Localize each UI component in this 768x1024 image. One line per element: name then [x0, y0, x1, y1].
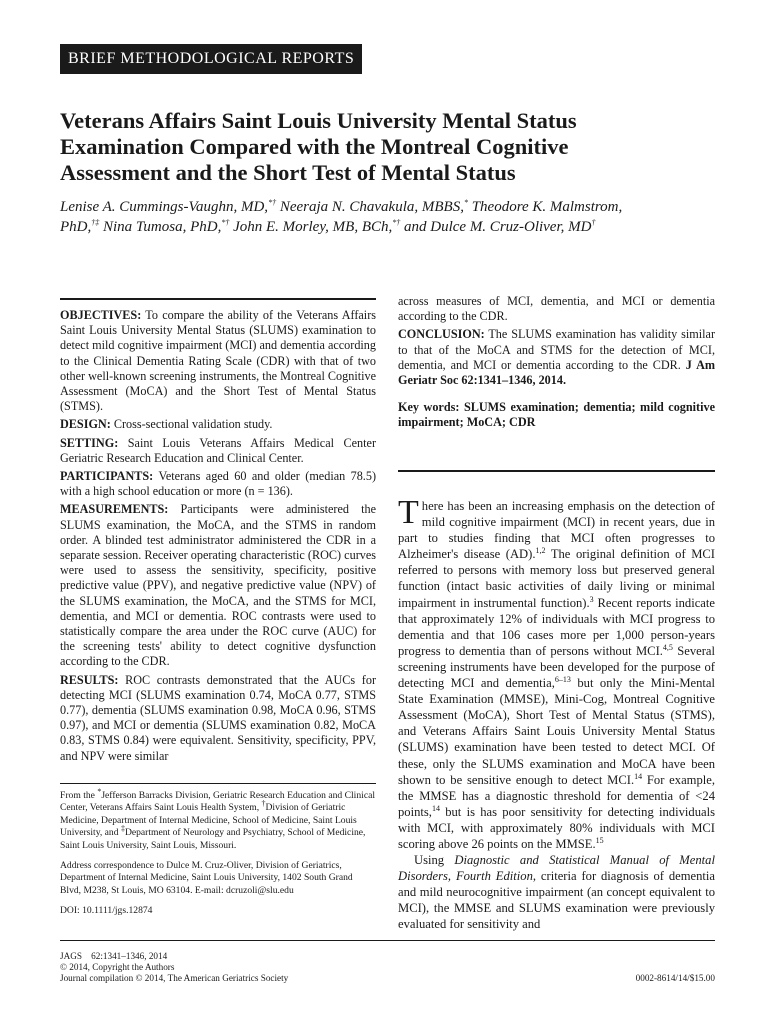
affiliation-footnotes	[60, 786, 376, 926]
conclusion-label: CONCLUSION:	[398, 327, 485, 342]
journal-volume: JAGS 62:1341–1346, 2014	[60, 951, 168, 961]
objectives-text: To compare the ability of the Veterans Affairs Saint Louis University Mental Status (SLUMS) examination to detect mild cognitive impairment (MCI) and dementia according to the Clinical Dementia Rating Scale (CDR) with that of two other well-known screening instruments, the Montreal Cognitive Assessment (MoCA) and the Short Test of Mental Status (STMS).	[60, 308, 376, 414]
affiliation-marker: *	[463, 198, 468, 207]
conclusion-text: The SLUMS examination has validity similar to that of the MoCA and STMS for the detection of MCI, dementia, and MCI or dementia according to the CDR.	[398, 327, 715, 372]
drop-cap: T	[398, 494, 419, 531]
affiliation-marker: *	[97, 786, 102, 796]
footnote-text: Division of Geriatric Medicine, Department of Internal Medicine, School of Medicine, Saint Louis University, and	[60, 802, 357, 839]
author-name: John E. Morley, MB, BCh,	[229, 219, 393, 235]
title-line: Veterans Affairs Saint Louis University Mental Status	[60, 108, 577, 133]
article-body	[398, 494, 716, 933]
affiliation-marker: *†	[221, 218, 230, 227]
article-title	[60, 108, 720, 186]
author-name: Lenise A. Cummings-Vaughn, MD,	[60, 199, 269, 215]
abstract-right-column	[398, 294, 715, 434]
author-list	[60, 197, 720, 237]
title-line: Assessment and the Short Test of Mental Status	[60, 160, 516, 185]
footer-rule	[60, 940, 715, 941]
author-name: Neeraja N. Chavakula, MBBS,	[276, 199, 464, 215]
title-line: Examination Compared with the Montreal Cognitive	[60, 134, 569, 159]
body-text-run: here has been an increasing emphasis on the detection of mild cognitive impairment (MCI) in recent years, due in part to studies finding that MCI often progresses to Alzheimer's disease (AD).	[398, 499, 715, 562]
author-degree: PhD,	[60, 219, 92, 235]
body-top-rule	[398, 470, 715, 472]
journal-citation: J Am Geriatr Soc 62:1341–1346, 2014.	[398, 357, 716, 388]
abstract-measurements	[60, 502, 376, 669]
citation-ref: 6–13	[554, 674, 571, 684]
footnote-rule	[60, 783, 376, 784]
abstract-conclusion	[398, 327, 715, 388]
abstract-left-column	[60, 308, 376, 767]
affiliation-marker: †‡	[91, 218, 100, 227]
body-paragraph	[398, 494, 716, 852]
affiliation-marker: *†	[268, 198, 277, 207]
setting-text: Saint Louis Veterans Affairs Medical Center Geriatric Research Education and Clinical Center.	[60, 435, 376, 465]
abstract-results	[60, 673, 376, 764]
measurements-text: Participants were administered the SLUMS examination, the MoCA, and the STMS in random order. A blinded test administrator administered the CDR in a separate session. Receiver operating characteristic (ROC) curves were used to assess the sensitivity, specificity, positive predictive value (PPV), and negative predictive value (NPV) of the SLUMS examination, the MoCA, and the STMS for MCI, dementia, and MCI or dementia. ROC contrasts were used to statistically compare the area under the ROC curve (AUC) for the screening tests' ability to detect cognitive dysfunction according to the CDR.	[60, 502, 376, 669]
participants-label: PARTICIPANTS:	[60, 469, 154, 484]
body-text-run: but only the Mini-Mental State Examination (MMSE), Mini-Cog, Montreal Cognitive Assessment (MoCA), Short Test of Mental Status (STMS), and Veterans Affairs Saint Louis University Mental Status (SLUMS) examination have been tested to detect MCI. Of these, only the SLUMS examination and MoCA have been shown to be sensitive enough to detect MCI.	[398, 676, 715, 787]
affiliation-marker: †	[591, 218, 596, 227]
footnote-text: Department of Neurology and Psychiatry, School of Medicine, Saint Louis University, Saint Louis, Missouri.	[60, 827, 366, 851]
design-label: DESIGN:	[60, 417, 111, 432]
author-line-2	[60, 217, 720, 237]
citation-ref: 4,5	[662, 642, 673, 652]
footnote-text: Jefferson Barracks Division, Geriatric Research Education and Clinical Center, Veterans Affairs Saint Louis Health System,	[60, 790, 375, 814]
doi: DOI: 10.1111/jgs.12874	[60, 905, 153, 917]
body-text-run: but is has poor sensitivity for detecting individuals with MCI, with approximately 80% individuals with MCI scoring above 26 points on the MMSE.	[398, 804, 715, 851]
body-text-run: The original definition of MCI referred to persons with memory loss but preserved general function (intact basic activities of daily living or minimal impairment in instrumental function).	[398, 547, 715, 610]
affiliations	[60, 786, 376, 852]
body-text-run: Using	[414, 853, 455, 868]
citation-ref: 14	[431, 803, 440, 813]
journal-footer	[60, 951, 380, 984]
abstract-objectives	[60, 308, 376, 414]
body-paragraph	[398, 852, 715, 932]
abstract-setting	[60, 436, 376, 466]
footnote-text: From the	[60, 790, 98, 801]
section-tag: BRIEF METHODOLOGICAL REPORTS	[60, 44, 362, 74]
author-line-1	[60, 197, 720, 217]
journal-compilation: Journal compilation © 2014, The American Geriatrics Society	[60, 973, 289, 983]
manual-title: Diagnostic and Statistical Manual of Mental Disorders, Fourth Edition	[398, 853, 715, 884]
affiliation-marker: †	[261, 799, 266, 809]
author-name: and Dulce M. Cruz-Oliver, MD	[400, 219, 592, 235]
results-continued: across measures of MCI, dementia, and MCI or dementia according to the CDR.	[398, 294, 715, 324]
citation-ref: 3	[589, 594, 594, 604]
correspondence-address: Address correspondence to Dulce M. Cruz-Oliver, Division of Geriatrics, Department of Internal Medicine, Saint Louis University, 1402 South Grand Blvd, M238, St Louis, MO 63104. E-mail: dcruzoli@slu.edu	[60, 860, 353, 896]
affiliation-marker: *†	[392, 218, 401, 227]
copyright-authors: © 2014, Copyright the Authors	[60, 962, 175, 972]
body-text-run: Recent reports indicate that approximately 12% of individuals with MCI progress to dementia and that 106 cases more per 1,000 person-years progress to dementia than of persons without MCI.	[398, 595, 715, 658]
setting-label: SETTING:	[60, 435, 119, 450]
participants-text: Veterans aged 60 and older (median 78.5) with a high school education or more (n = 136).	[60, 469, 376, 499]
measurements-label: MEASUREMENTS:	[60, 502, 169, 517]
citation-ref: 1,2	[535, 546, 546, 556]
body-text-run: , criteria for diagnosis of dementia and mild neurocognitive impairment (an concept equivalent to MCI), the MMSE and SLUMS examination were previously evaluated for sensitivity and	[398, 869, 715, 932]
affiliation-marker: ‡	[120, 824, 125, 834]
citation-ref: 15	[595, 835, 604, 845]
issn-price: 0002-8614/14/$15.00	[635, 973, 715, 983]
design-text: Cross-sectional validation study.	[110, 417, 273, 432]
results-label: RESULTS:	[60, 672, 119, 687]
body-text-run: For example, the MMSE has a diagnostic threshold for dementia of <24 points,	[398, 772, 715, 819]
author-name: Theodore K. Malmstrom,	[467, 199, 623, 215]
keywords: Key words: SLUMS examination; dementia; mild cognitive impairment; MoCA; CDR	[398, 400, 715, 430]
results-text: ROC contrasts demonstrated that the AUCs for detecting MCI (SLUMS examination 0.74, MoCA 0.77, STMS 0.77), dementia (SLUMS examination 0.98, MoCA 0.96, STMS 0.97), and MCI or dementia (SLUMS examination 0.82, MoCA 0.83, STMS 0.84) were equivalent. Sensitivity, specificity, PPV, and NPV were similar	[60, 672, 376, 763]
citation-ref: 14	[634, 771, 643, 781]
abstract-top-rule	[60, 298, 376, 300]
body-text-run: Several screening instruments have been developed for the purpose of detecting MCI and dementia,	[398, 643, 716, 691]
author-name: Nina Tumosa, PhD,	[99, 219, 222, 235]
objectives-label: OBJECTIVES:	[60, 308, 142, 322]
abstract-design	[60, 417, 376, 432]
abstract-participants	[60, 469, 376, 499]
